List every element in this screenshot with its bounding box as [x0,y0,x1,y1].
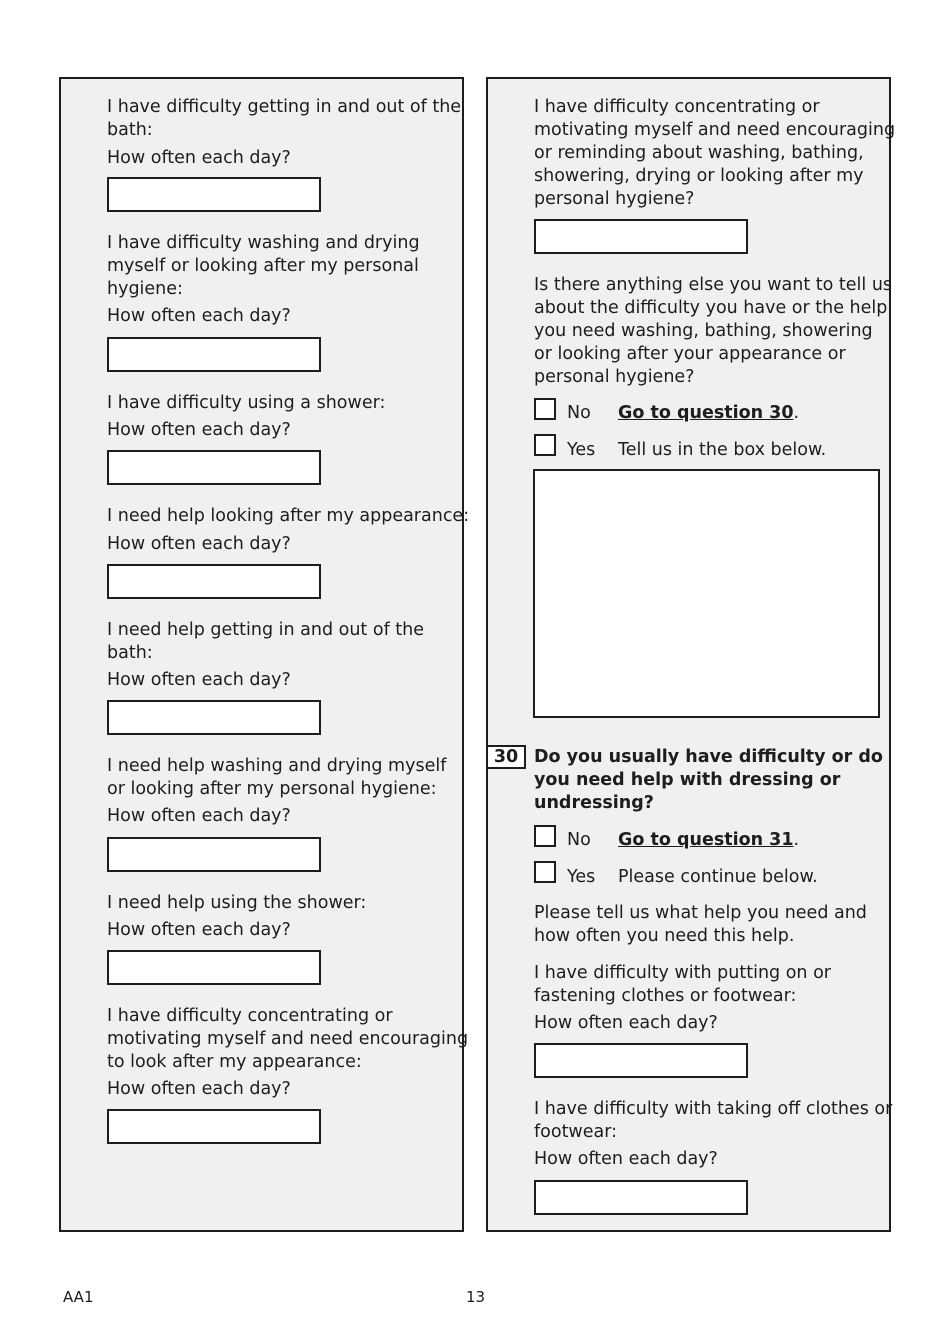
anything-else-no-action[interactable]: Go to question 30. [618,403,800,423]
question-30-item-0-input[interactable] [534,1043,748,1078]
anything-else-yes-action: Tell us in the box below. [618,440,827,460]
left-item-6-label: I need help using the shower: [107,893,367,913]
go-to-question-31-link[interactable]: Go to question 31 [618,830,794,850]
left-item-0-label: I have difficulty getting in and out of the bath: [107,97,462,140]
left-item-5-input[interactable] [107,837,321,872]
question-30-item-0-label: I have difficulty with putting on or fastening clothes or footwear: [534,963,831,1006]
left-item-6-sub: How often each day? [107,920,291,940]
go-to-question-30-link[interactable]: Go to question 30 [618,403,794,423]
anything-else-no-label: No [567,403,591,423]
anything-else-yes-checkbox[interactable] [534,434,556,456]
question-30-item-1-label: I have difficulty with taking off clothes or footwear: [534,1099,893,1142]
question-30-intro: Please tell us what help you need and how often you need this help. [534,903,867,946]
right-top-label: I have difficulty concentrating or motivating myself and need encouraging or reminding about washing, bathing, showering, drying or looking after my personal hygiene? [534,97,896,209]
left-item-3-label: I need help looking after my appearance: [107,506,470,526]
left-item-4-sub: How often each day? [107,670,291,690]
right-top-input[interactable] [534,219,748,254]
question-30-item-1-input[interactable] [534,1180,748,1215]
left-item-5-sub: How often each day? [107,806,291,826]
left-item-3-input[interactable] [107,564,321,599]
left-item-0-sub: How often each day? [107,148,291,168]
left-item-4-label: I need help getting in and out of the bath: [107,620,425,663]
left-item-5-label: I need help washing and drying myself or looking after my personal hygiene: [107,756,447,799]
left-item-7-label: I have difficulty concentrating or motivating myself and need encouraging to look after my appearance: [107,1006,469,1072]
left-item-1-label: I have difficulty washing and drying myself or looking after my personal hygiene: [107,233,420,299]
question-30-item-0-sub: How often each day? [534,1013,718,1033]
left-item-0-input[interactable] [107,177,321,212]
anything-else-details-textarea[interactable] [533,469,880,718]
page-number: 13 [466,1288,486,1306]
anything-else-question: Is there anything else you want to tell us about the difficulty you have or the help you need washing, bathing, showering or looking after your appearance or personal hygiene? [534,275,893,387]
left-item-2-label: I have difficulty using a shower: [107,393,386,413]
question-30-yes-checkbox[interactable] [534,861,556,883]
left-item-2-input[interactable] [107,450,321,485]
left-item-2-sub: How often each day? [107,420,291,440]
question-30-no-label: No [567,830,591,850]
form-code: AA1 [63,1288,94,1306]
left-item-7-input[interactable] [107,1109,321,1144]
left-item-6-input[interactable] [107,950,321,985]
anything-else-yes-label: Yes [567,440,596,460]
question-30-number: 30 [488,745,526,769]
question-30-yes-action: Please continue below. [618,867,818,887]
question-30-no-action[interactable]: Go to question 31. [618,830,800,850]
question-30-title: Do you usually have difficulty or do you need help with dressing or undressing? [534,747,883,813]
question-30-yes-label: Yes [567,867,596,887]
left-item-1-sub: How often each day? [107,306,291,326]
left-item-4-input[interactable] [107,700,321,735]
question-30-item-1-sub: How often each day? [534,1149,718,1169]
left-item-3-sub: How often each day? [107,534,291,554]
question-30-no-checkbox[interactable] [534,825,556,847]
left-item-7-sub: How often each day? [107,1079,291,1099]
left-item-1-input[interactable] [107,337,321,372]
anything-else-no-checkbox[interactable] [534,398,556,420]
